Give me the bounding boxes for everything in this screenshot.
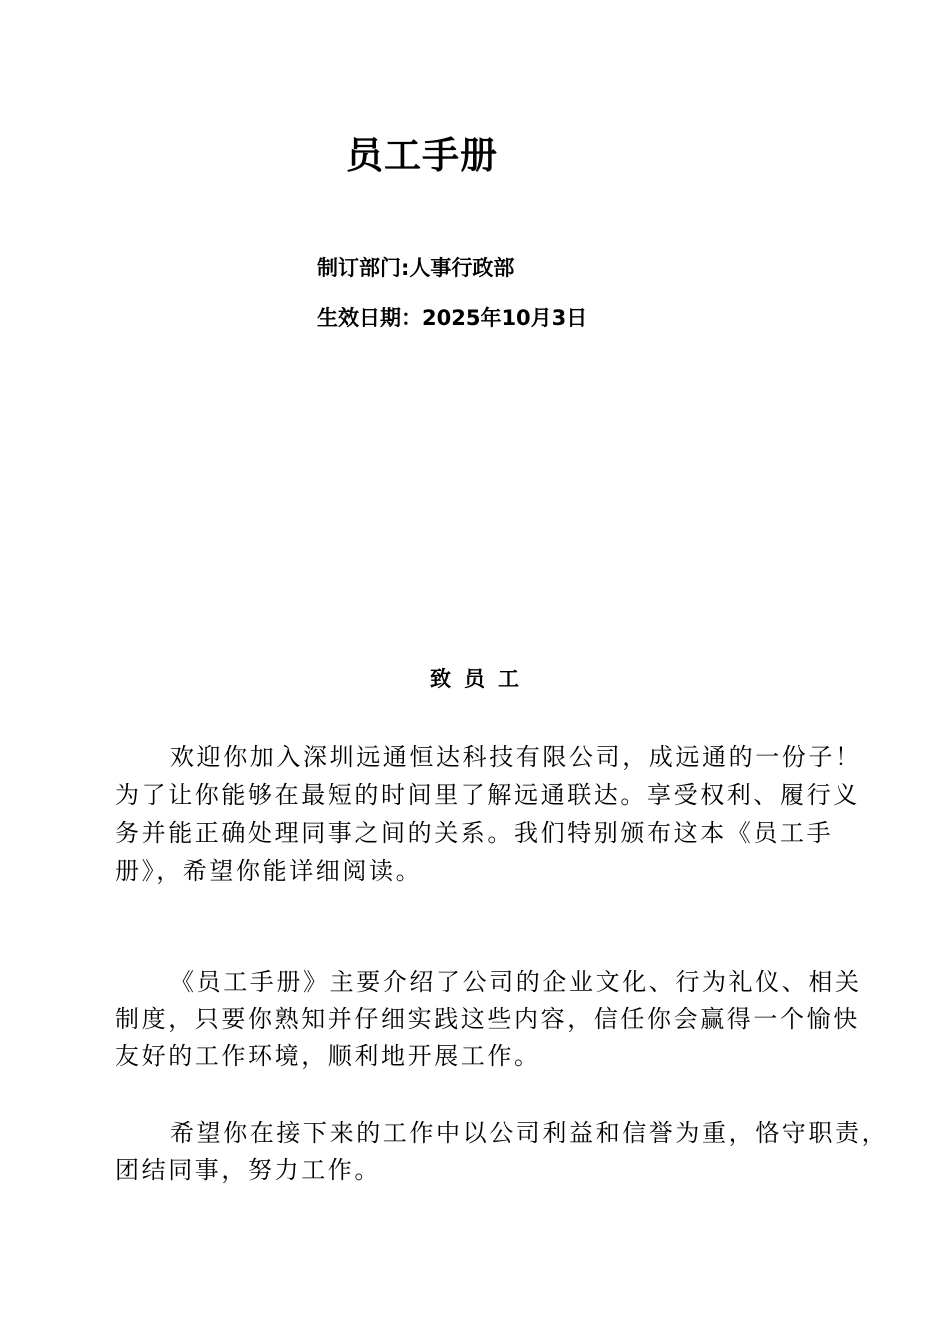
paragraph-line: 务并能正确处理同事之间的关系。我们特别颁布这本《员工手 <box>115 819 834 847</box>
handbook-intro-paragraph <box>115 964 862 1075</box>
letter-heading: 致员工 <box>430 667 532 691</box>
department-line: 制订部门:人事行政部 <box>317 256 515 280</box>
paragraph-line: 希望你在接下来的工作中以公司利益和信誉为重，恪守职责， <box>170 1119 889 1147</box>
welcome-paragraph <box>115 738 862 890</box>
paragraph-line: 友好的工作环境，顺利地开展工作。 <box>115 1042 541 1070</box>
closing-paragraph <box>115 1115 888 1189</box>
paragraph-line: 团结同事，努力工作。 <box>115 1156 381 1184</box>
paragraph-line: 制度，只要你熟知并仔细实践这些内容，信任你会赢得一个愉快 <box>115 1005 860 1033</box>
paragraph-line: 册》，希望你能详细阅读。 <box>115 857 423 885</box>
paragraph-line: 《员工手册》主要介绍了公司的企业文化、行为礼仪、相关 <box>170 968 862 996</box>
effective-date-line: 生效日期：2025年10月3日 <box>317 306 588 330</box>
paragraph-line: 欢迎你加入深圳远通恒达科技有限公司，成远通的一份子！ <box>170 743 862 771</box>
document-title: 员工手册 <box>346 134 498 177</box>
paragraph-line: 为了让你能够在最短的时间里了解远通联达。享受权利、履行义 <box>115 781 860 809</box>
